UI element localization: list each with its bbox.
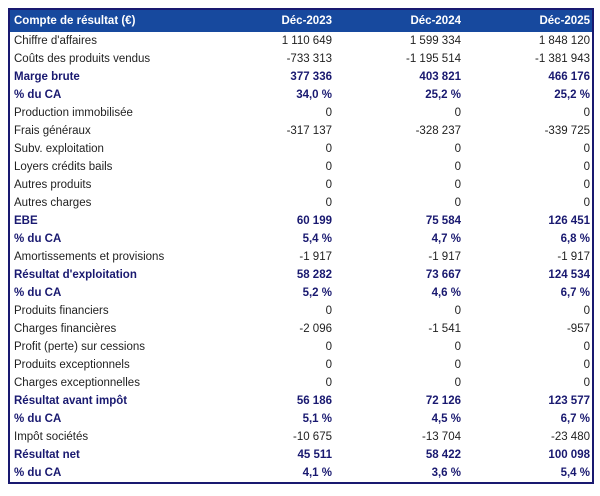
column-header-dec-2025: Déc-2025 [463,9,593,32]
row-value: 4,6 % [334,284,463,302]
row-value: 0 [205,104,334,122]
row-value: -1 917 [334,248,463,266]
row-value: -13 704 [334,428,463,446]
table-row [9,302,593,320]
row-label: Profit (perte) sur cessions [9,338,205,356]
row-value: 34,0 % [205,86,334,104]
row-label: Résultat d'exploitation [9,266,205,284]
row-value: -328 237 [334,122,463,140]
row-value: -957 [463,320,593,338]
row-label: Frais généraux [9,122,205,140]
table-row [9,464,593,483]
row-value: 124 534 [463,266,593,284]
row-value: 0 [334,338,463,356]
row-value: 6,8 % [463,230,593,248]
table-row [9,428,593,446]
row-value: 0 [463,338,593,356]
row-label: % du CA [9,410,205,428]
table-row [9,410,593,428]
row-value: 56 186 [205,392,334,410]
row-label: Produits exceptionnels [9,356,205,374]
row-value: -1 195 514 [334,50,463,68]
table-row [9,320,593,338]
row-value: -23 480 [463,428,593,446]
row-value: 403 821 [334,68,463,86]
row-value: 0 [334,176,463,194]
row-value: 45 511 [205,446,334,464]
row-value: 4,5 % [334,410,463,428]
row-value: 25,2 % [334,86,463,104]
row-value: -339 725 [463,122,593,140]
row-label: % du CA [9,230,205,248]
table-row [9,176,593,194]
row-label: Production immobilisée [9,104,205,122]
row-value: 5,4 % [205,230,334,248]
row-value: 0 [205,338,334,356]
row-value: 4,7 % [334,230,463,248]
row-label: Charges financières [9,320,205,338]
row-value: 0 [463,140,593,158]
table-row [9,392,593,410]
row-label: Coûts des produits vendus [9,50,205,68]
table-row [9,266,593,284]
row-value: 0 [205,140,334,158]
row-value: 58 422 [334,446,463,464]
row-value: 0 [205,194,334,212]
row-value: 72 126 [334,392,463,410]
row-value: 0 [334,158,463,176]
table-row [9,230,593,248]
row-value: 6,7 % [463,284,593,302]
row-value: -1 541 [334,320,463,338]
row-value: 1 848 120 [463,32,593,50]
table-header [9,9,593,32]
row-label: % du CA [9,86,205,104]
table-row [9,248,593,266]
row-value: 5,2 % [205,284,334,302]
row-value: -10 675 [205,428,334,446]
table-row [9,212,593,230]
row-value: -317 137 [205,122,334,140]
header-row [9,9,593,32]
table-row [9,446,593,464]
table-row [9,284,593,302]
row-label: % du CA [9,464,205,483]
row-value: 0 [334,104,463,122]
table-row [9,122,593,140]
row-value: 73 667 [334,266,463,284]
column-header-dec-2023: Déc-2023 [205,9,334,32]
row-label: Chiffre d'affaires [9,32,205,50]
row-value: 0 [334,140,463,158]
row-value: 0 [205,176,334,194]
row-value: 0 [463,194,593,212]
row-value: 0 [463,356,593,374]
row-value: 58 282 [205,266,334,284]
table-row [9,104,593,122]
table-row [9,338,593,356]
table-body [9,32,593,483]
row-value: 6,7 % [463,410,593,428]
row-value: 75 584 [334,212,463,230]
row-value: 4,1 % [205,464,334,483]
row-value: 126 451 [463,212,593,230]
table-row [9,374,593,392]
table-row [9,50,593,68]
row-label: % du CA [9,284,205,302]
row-value: 5,1 % [205,410,334,428]
row-value: 0 [463,374,593,392]
row-value: 0 [334,374,463,392]
row-label: Marge brute [9,68,205,86]
row-value: 0 [463,104,593,122]
row-value: 25,2 % [463,86,593,104]
row-label: Subv. exploitation [9,140,205,158]
row-value: 0 [334,356,463,374]
row-label: Loyers crédits bails [9,158,205,176]
row-value: 1 110 649 [205,32,334,50]
row-value: 0 [334,194,463,212]
row-value: -1 917 [205,248,334,266]
table-row [9,140,593,158]
row-label: Produits financiers [9,302,205,320]
table-title: Compte de résultat (€) [9,9,205,32]
row-label: Autres charges [9,194,205,212]
table-row [9,68,593,86]
table-row [9,194,593,212]
table-row [9,356,593,374]
table-row [9,158,593,176]
row-value: 100 098 [463,446,593,464]
row-value: 0 [205,158,334,176]
row-value: -733 313 [205,50,334,68]
row-value: -2 096 [205,320,334,338]
row-value: 1 599 334 [334,32,463,50]
row-value: -1 381 943 [463,50,593,68]
row-value: 60 199 [205,212,334,230]
row-value: 3,6 % [334,464,463,483]
row-value: 377 336 [205,68,334,86]
column-header-dec-2024: Déc-2024 [334,9,463,32]
row-label: Autres produits [9,176,205,194]
row-label: Résultat avant impôt [9,392,205,410]
row-value: -1 917 [463,248,593,266]
row-value: 0 [463,176,593,194]
row-label: Charges exceptionnelles [9,374,205,392]
row-value: 0 [463,302,593,320]
row-value: 5,4 % [463,464,593,483]
row-value: 0 [205,374,334,392]
table-row [9,86,593,104]
row-value: 466 176 [463,68,593,86]
row-label: Impôt sociétés [9,428,205,446]
row-value: 123 577 [463,392,593,410]
row-label: Résultat net [9,446,205,464]
row-value: 0 [205,356,334,374]
row-value: 0 [205,302,334,320]
row-value: 0 [334,302,463,320]
income-statement-table [8,8,594,484]
row-label: EBE [9,212,205,230]
row-value: 0 [463,158,593,176]
table-row [9,32,593,50]
row-label: Amortissements et provisions [9,248,205,266]
